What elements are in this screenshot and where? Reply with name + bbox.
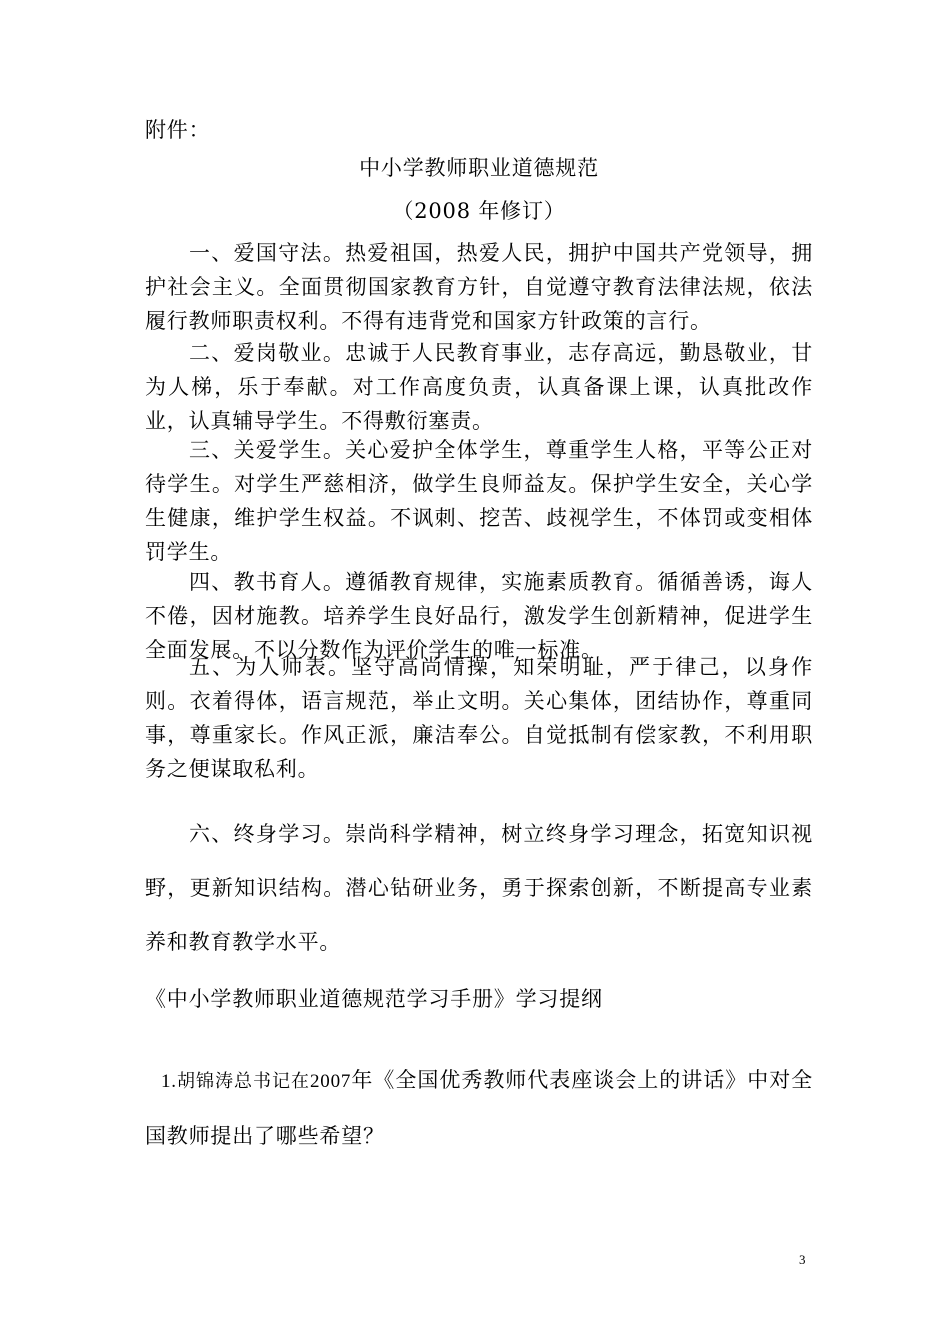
question-lead: 胡锦涛总书记在: [176, 1071, 310, 1092]
article-5: 五、为人师表。坚守高尚情操，知荣明耻，严于律己，以身作则。衣着得体，语言规范，举止文明。关心集体，团结协作，尊重同事，尊重家长。作风正派，廉洁奉公。自觉抵制有偿家教，不利用职务之便谋取私利。: [145, 655, 813, 781]
document-subtitle: （2008 年修订）: [392, 199, 566, 223]
article-6: 六、终身学习。崇尚科学精神，树立终身学习理念，拓宽知识视野，更新知识结构。潜心钻研业务，勇于探索创新，不断提高专业素养和教育教学水平。: [145, 822, 813, 954]
article-2: 二、爱岗敬业。忠诚于人民教育事业，志存高远，勤恳敬业，甘为人梯，乐于奉献。对工作高度负责，认真备课上课，认真批改作业，认真辅导学生。不得敷衍塞责。: [145, 341, 813, 433]
question-year: 2007: [309, 1071, 352, 1092]
outline-title: 《中小学教师职业道德规范学习手册》学习提纲: [145, 987, 603, 1011]
article-3: 三、关爱学生。关心爱护全体学生，尊重学生人格，平等公正对待学生。对学生严慈相济，做学生良师益友。保护学生安全，关心学生健康，维护学生权益。不讽刺、挖苦、歧视学生，不体罚或变相体罚学生。: [145, 438, 813, 564]
question-number: 1.: [161, 1071, 177, 1092]
article-4: 四、教书育人。遵循教育规律，实施素质教育。循循善诱，诲人不倦，因材施教。培养学生良好品行，激发学生创新精神，促进学生全面发展。不以分数作为评价学生的唯一标准。: [145, 570, 813, 662]
outline-question-1: [145, 1053, 813, 1163]
page-number: 3: [799, 1252, 806, 1267]
document-title: 中小学教师职业道德规范: [359, 156, 599, 180]
attachment-label: 附件：: [145, 118, 211, 142]
question-text: 年《全国优秀教师代表座谈会上的讲话》中对全国教师提出了哪些希望？: [145, 1068, 813, 1148]
article-1: 一、爱国守法。热爱祖国，热爱人民，拥护中国共产党领导，拥护社会主义。全面贯彻国家教育方针，自觉遵守教育法律法规，依法履行教师职责权利。不得有违背党和国家方针政策的言行。: [145, 241, 813, 333]
